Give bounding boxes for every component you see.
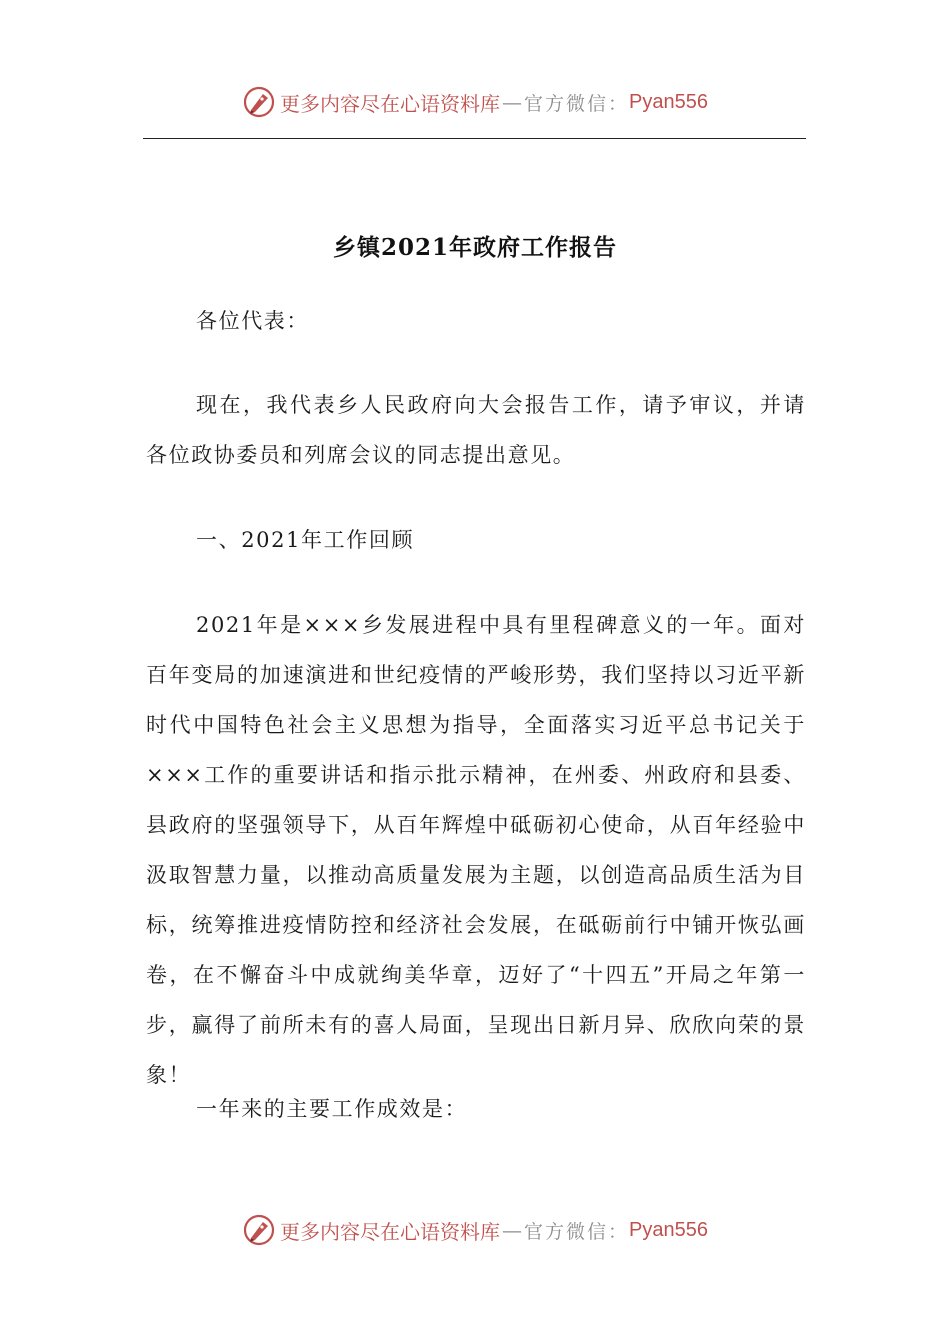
footer-wechat-id: Pyan556 [629, 1218, 708, 1241]
header-separator: — [502, 90, 522, 114]
intro-paragraph: 现在，我代表乡人民政府向大会报告工作，请予审议，并请各位政协委员和列席会议的同志提出意见。 [146, 393, 806, 467]
body-paragraph: 2021年是×××乡发展进程中具有里程碑意义的一年。面对百年变局的加速演进和世纪疫情的严峻形势，我们坚持以习近平新时代中国特色社会主义思想为指导，全面落实习近平总书记关于×××工作的重要讲话和指示批示精神，在州委、州政府和县委、县政府的坚强领导下，从百年辉煌中砥砺初心使命，从百年经验中汲取智慧力量，以推动高质量发展为主题，以创造高品质生活为目标，统筹推进疫情防控和经济社会发展，在砥砺前行中铺开恢弘画卷，在不懈奋斗中成就绚美华章，迈好了“十四五”开局之年第一步，赢得了前所未有的喜人局面，呈现出日新月异、欣欣向荣的景象！ [146, 613, 806, 1087]
header-wechat-id: Pyan556 [629, 90, 708, 113]
footer-banner [0, 1210, 950, 1250]
footer-separator: — [502, 1218, 522, 1242]
header-brand-text: 更多内容尽在心语资料库 [280, 91, 500, 116]
pen-nib-logo-icon [242, 85, 276, 119]
salutation: 各位代表： [196, 309, 309, 333]
section-heading: 一、2021年工作回顾 [196, 528, 415, 552]
header-rule [143, 138, 806, 139]
document-title: 乡镇2021年政府工作报告 [332, 234, 617, 262]
header-banner [0, 82, 950, 122]
summary-lead: 一年来的主要工作成效是： [196, 1097, 468, 1121]
footer-brand-text: 更多内容尽在心语资料库 [280, 1219, 500, 1244]
footer-wechat-label: 官方微信： [524, 1220, 630, 1243]
pen-nib-logo-icon [242, 1213, 276, 1247]
header-wechat-label: 官方微信： [524, 92, 630, 115]
